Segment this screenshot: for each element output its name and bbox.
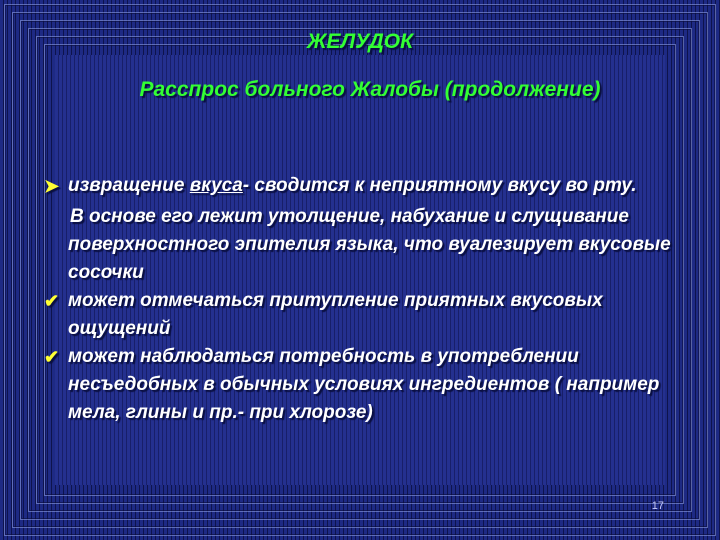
checkmark-icon: ✔ <box>44 347 60 367</box>
item-text-pre: извращение <box>68 175 190 196</box>
arrow-icon: ➤ <box>44 176 60 196</box>
page-number: 17 <box>651 500 664 512</box>
item-text: может отмечаться притупление приятных вкусовых ощущений <box>68 290 603 339</box>
list-paragraph: В основе его лежит утолщение, набухание и слущивание поверхностного эпителия языка, что вуалезирует вкусовые сосочки <box>68 206 671 283</box>
item-text: может наблюдаться потребность в употреблении несъедобных в обычных условиях ингредиентов ( например мела, глины и пр.- при хлорозе) <box>68 346 660 423</box>
item-text-underlined: вкуса <box>189 175 243 196</box>
item-text-post: - сводится к неприятному вкусу во рту. <box>242 175 637 196</box>
slide-subtitle: Расспрос больного Жалобы (продолжение) <box>139 78 601 101</box>
list-item <box>44 287 684 343</box>
list-item <box>44 172 684 200</box>
list-item <box>44 343 684 427</box>
slide-body <box>44 172 684 427</box>
slide-title: ЖЕЛУДОК <box>307 30 413 53</box>
checkmark-icon: ✔ <box>44 291 60 311</box>
